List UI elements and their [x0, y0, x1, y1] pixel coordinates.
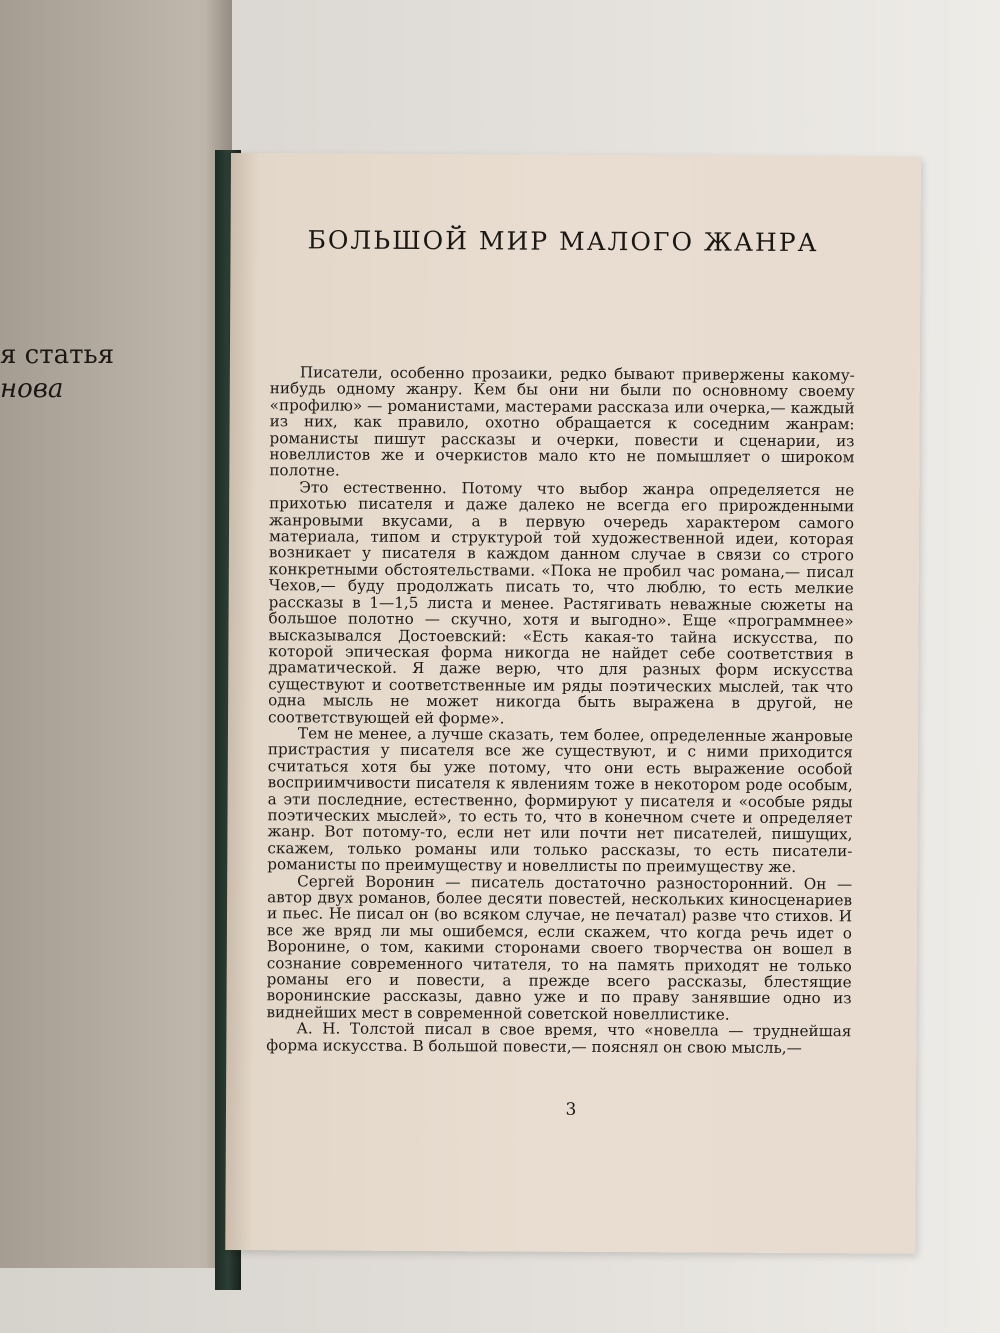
left-page — [0, 0, 232, 1268]
page-content — [266, 225, 855, 1056]
paragraph: Это естественно. Потому что выбор жанра определяется не прихотью писателя и даже далеко не всегда его прирожденными жанровыми вкусами, а в первую очередь характером самого материала, типом и структурой той художественной идеи, которая возникает у писателя в каждом данном случае в связи со строго конкретными обстоятельствами. «Пока не пробил час романа,— писал Чехов,— буду продолжать писать то, что люблю, то есть мелкие рассказы в 1—1,5 листа и менее. Растягивать неважные сюжеты на большое полотно — скучно, хотя и выгодно». Еще «программнее» высказывался Достоевский: «Есть какая-то тайна искусства, по которой эпическая форма никогда не найдет себе соответствия в драматической. Я даже верю, что для разных форм искусства существуют и соответственные им ряды поэтических мыслей, так что одна мысль не может никогда быть выражена в другой, не соответствующей ей форме». — [268, 478, 855, 727]
body-text — [266, 364, 855, 1056]
paragraph: Сергей Воронин — писатель достаточно разносторонний. Он — автор двух романов, более десяти повестей, нескольких киносценариев и пьес. Не писал он (во всяком случае, не печатал) разве что стихов. И все же вряд ли мы ошибемся, если скажем, что когда речь идет о Воронине, о том, какими сторонами своего творчества он вошел в сознание современного читателя, то на память приходят не только романы его и повести, а прежде всего рассказы, блестящие воронинские рассказы, давно уже и по праву занявшие одно из виднейших мест в современной советской новеллистике. — [266, 871, 853, 1024]
left-page-text-line-2: нова — [0, 374, 64, 404]
right-page — [225, 153, 921, 1254]
paragraph: Тем не менее, а лучше сказать, тем более, определенные жанровые пристрастия у писателя все же существуют, и с ними приходится считаться хотя бы уже потому, что они есть выражение особой восприимчивости писателя к явлениям тоже в некотором роде особым, а эти последние, естественно, формируют у писателя и «особые ряды поэтических мыслей», то есть то, что в конечном счете и определяет жанр. Вот потому-то, если нет или почти нет писателей, пишущих, скажем, только романы или только рассказы, то есть писатели-романисты по преимуществу и новеллисты по преимуществу же. — [267, 724, 854, 877]
paragraph: Писатели, особенно прозаики, редко бывают привержены какому-нибудь одному жанру. Кем бы они ни были по основному своему «профилю» — романистами, мастерами рассказа или очерка,— каждый из них, как правило, охотно обращается к соседним жанрам: романисты пишут рассказы и очерки, повести и сценарии, из новеллистов же и очеркистов мало кто не помышляет о широком полотне. — [269, 363, 855, 481]
page-number: 3 — [565, 1099, 577, 1120]
left-page-text-line-1: я статья — [0, 340, 115, 370]
chapter-title: БОЛЬШОЙ МИР МАЛОГО ЖАНРА — [307, 225, 819, 258]
paragraph: А. Н. Толстой писал в свое время, что «новелла — труднейшая форма искусства. В большой повести,— пояснял он свою мысль,— — [266, 1019, 852, 1057]
